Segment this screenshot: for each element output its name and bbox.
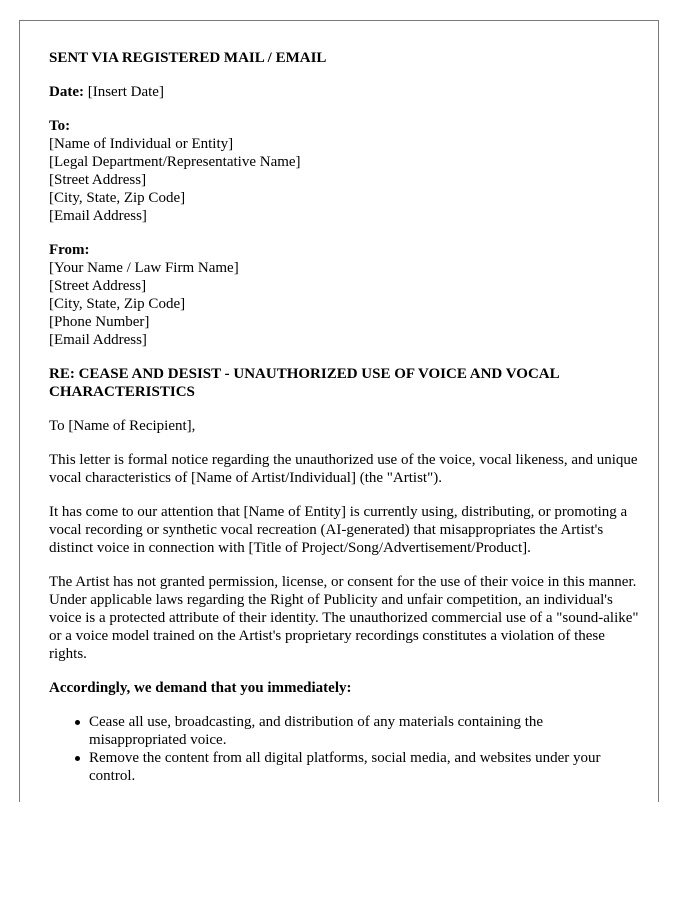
date-value: [Insert Date]	[83, 84, 164, 100]
from-line: [Phone Number]	[49, 314, 150, 330]
delivery-method: SENT VIA REGISTERED MAIL / EMAIL	[49, 50, 327, 66]
demand-heading: Accordingly, we demand that you immediately:	[49, 680, 352, 696]
bullet-icon	[75, 756, 80, 761]
from-line: [Email Address]	[49, 332, 147, 348]
from-label: From:	[49, 242, 90, 258]
to-line: [Legal Department/Representative Name]	[49, 154, 301, 170]
list-item	[89, 749, 639, 785]
to-line: [Email Address]	[49, 208, 147, 224]
to-line: [City, State, Zip Code]	[49, 190, 186, 206]
date-line	[49, 83, 639, 101]
to-line: [Street Address]	[49, 172, 147, 188]
demand-list	[49, 713, 639, 785]
from-line: [Street Address]	[49, 278, 147, 294]
body-paragraph: This letter is formal notice regarding the unauthorized use of the voice, vocal likeness, and unique vocal characteristics of [Name of Artist/Individual] (the "Artist").	[49, 452, 638, 486]
to-address-block	[49, 117, 639, 225]
body-paragraph: It has come to our attention that [Name of Entity] is currently using, distributing, or promoting a vocal recording or synthetic vocal recreation (AI-generated) that misappropriates the Artist's distinct voice in connection with [Title of Project/Song/Advertisement/Product].	[49, 504, 628, 556]
to-label: To:	[49, 118, 71, 134]
subject-line: RE: CEASE AND DESIST - UNAUTHORIZED USE OF VOICE AND VOCAL CHARACTERISTICS	[49, 366, 559, 400]
list-item	[89, 713, 639, 749]
from-address-block	[49, 241, 639, 349]
demand-text: Cease all use, broadcasting, and distribution of any materials containing the misappropriated voice.	[89, 714, 544, 748]
letter-page	[19, 20, 659, 802]
from-line: [Your Name / Law Firm Name]	[49, 260, 239, 276]
bullet-icon	[75, 720, 80, 725]
to-line: [Name of Individual or Entity]	[49, 136, 234, 152]
body-paragraph: The Artist has not granted permission, license, or consent for the use of their voice in this manner. Under applicable laws regarding the Right of Publicity and unfair competition, an individual's voice is a protected attribute of their identity. The unauthorized commercial use of a "sound-alike" or a voice model trained on the Artist's proprietary recordings constitutes a violation of these rights.	[49, 574, 639, 662]
date-label: Date:	[49, 84, 84, 100]
demand-text: Remove the content from all digital platforms, social media, and websites under your control.	[89, 750, 601, 784]
from-line: [City, State, Zip Code]	[49, 296, 186, 312]
letter-content	[49, 49, 639, 785]
salutation: To [Name of Recipient],	[49, 418, 196, 434]
